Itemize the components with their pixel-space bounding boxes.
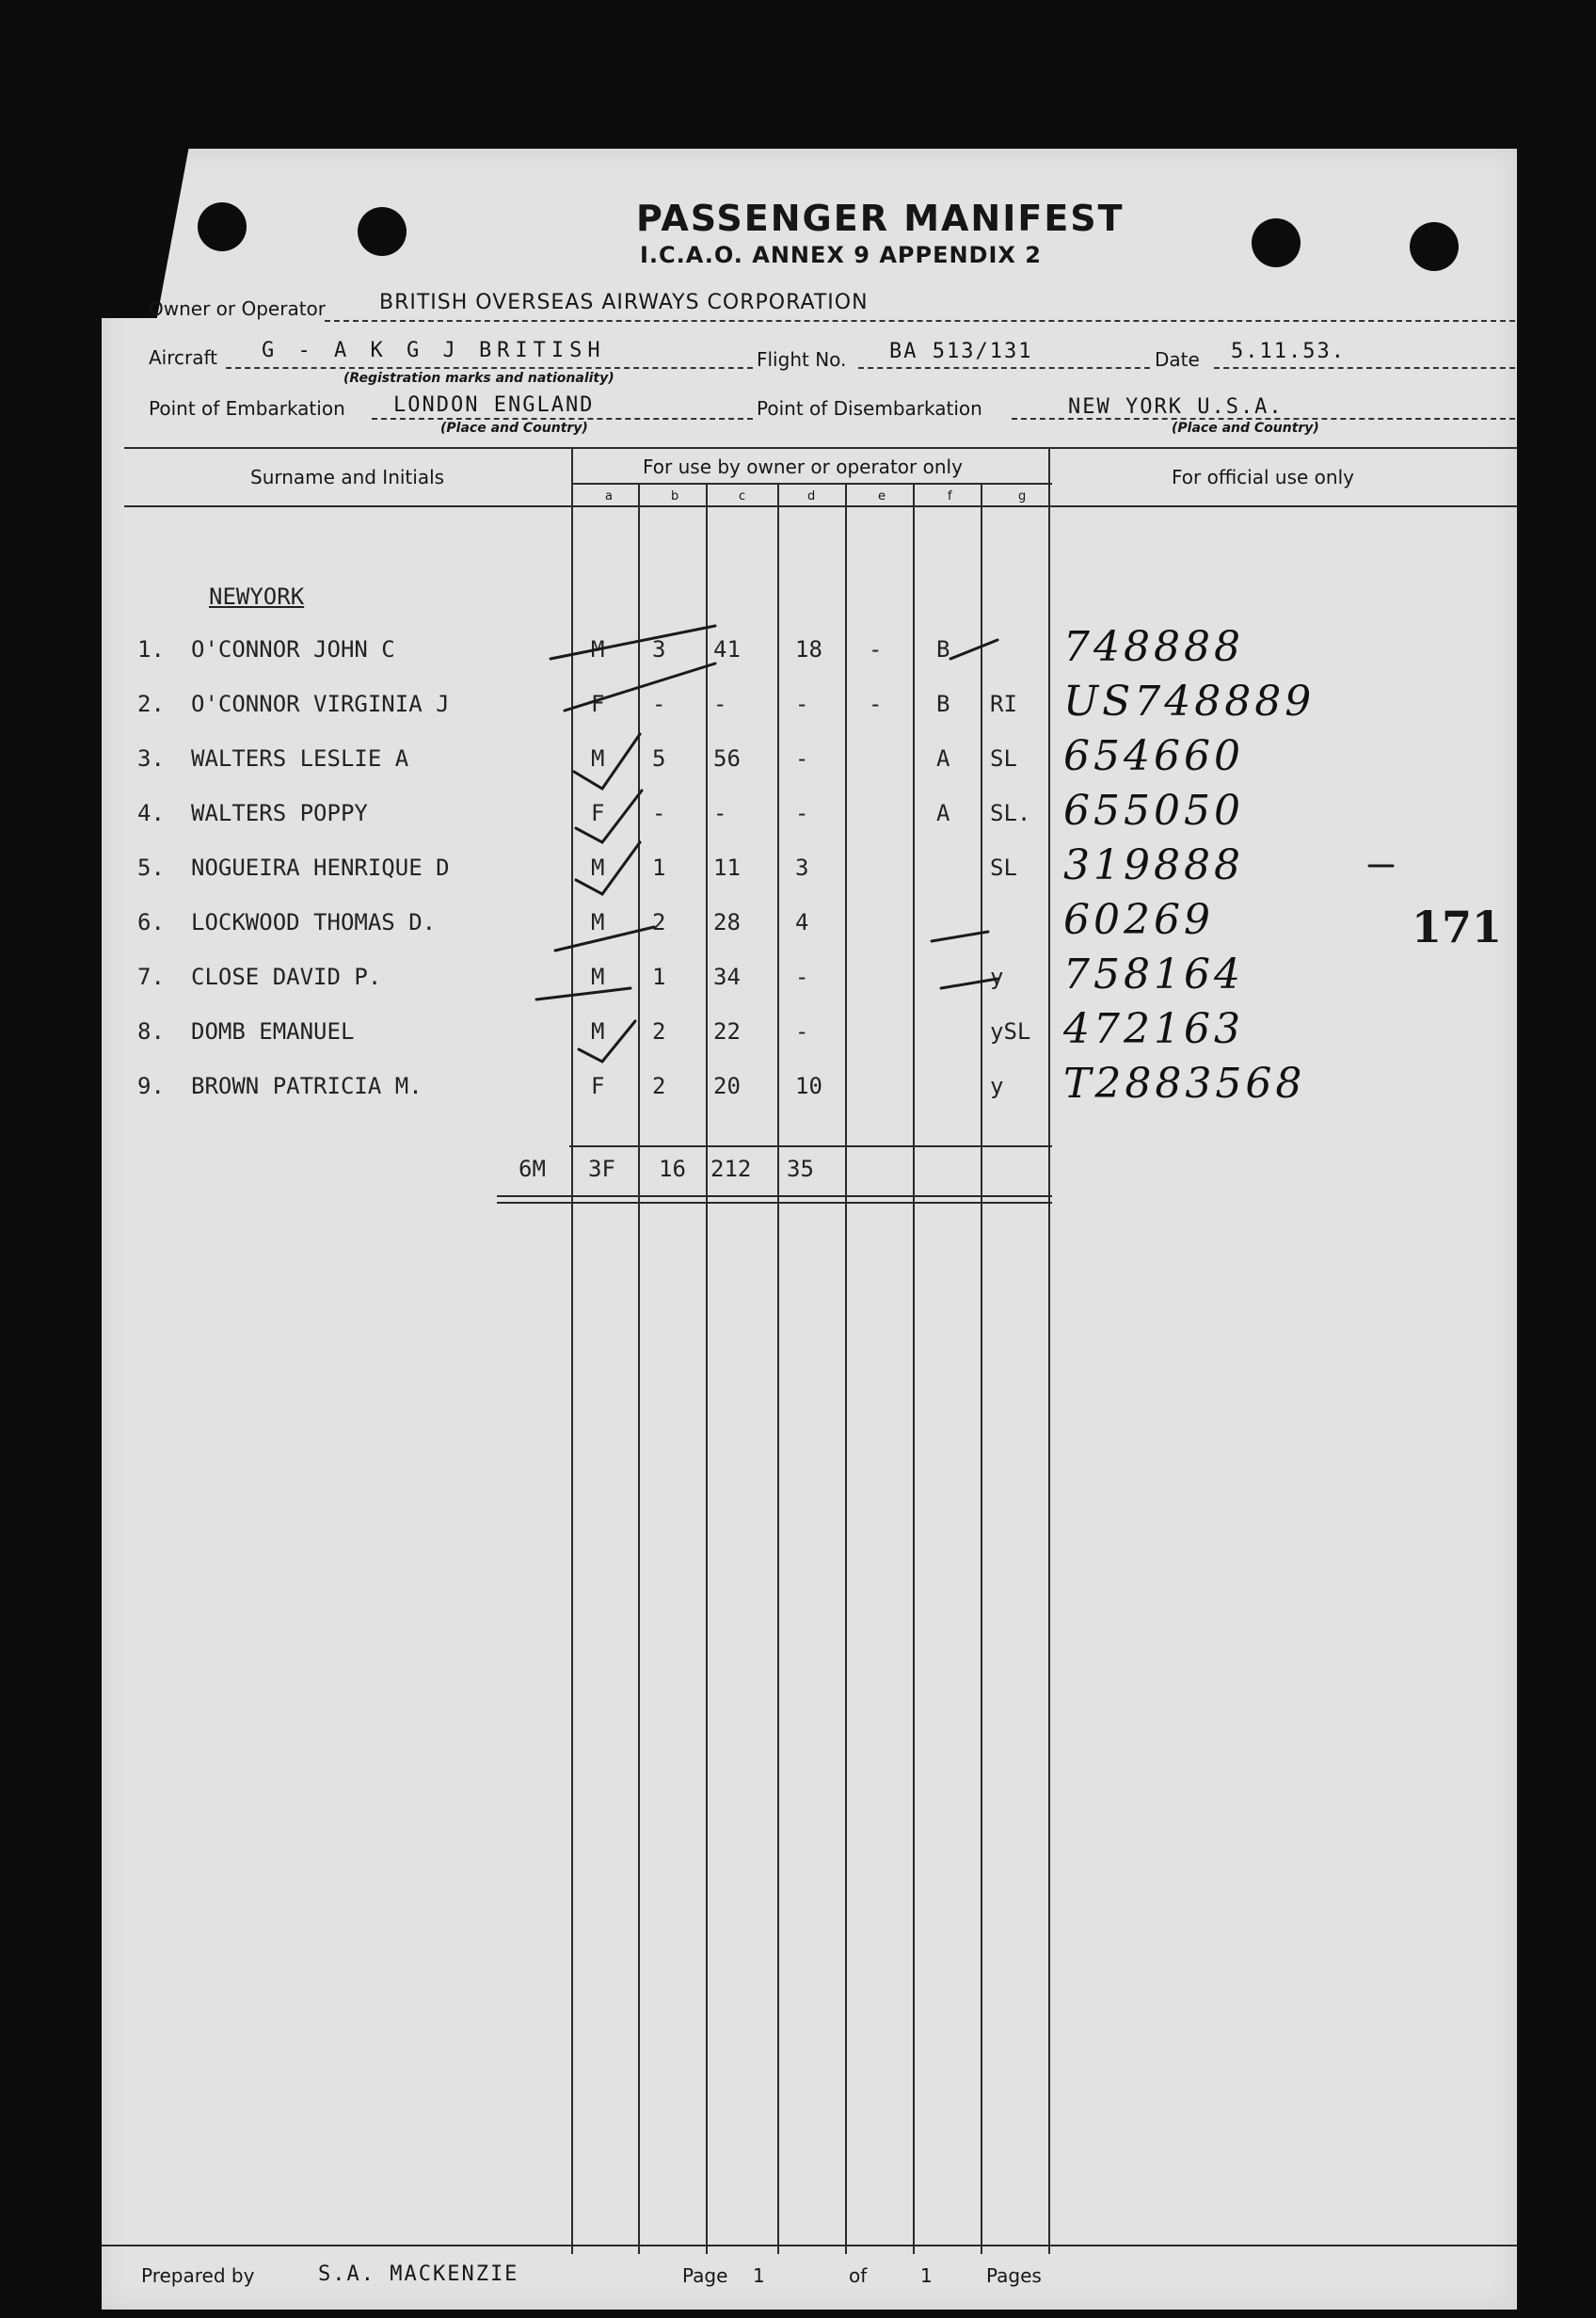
cell-num: 9. [137,1073,165,1099]
date-label: Date [1155,348,1200,371]
cell-official: 748888 [1063,623,1244,671]
cell-c: - [713,691,727,717]
cell-c: 41 [713,636,741,663]
cell-b: 3 [652,636,666,663]
cell-num: 2. [137,691,165,717]
aircraft-label: Aircraft [149,346,218,369]
aircraft-value: G - A K G J BRITISH [262,339,606,362]
col-letter-b: b [671,489,679,504]
col-letter-g: g [1018,489,1027,504]
cell-d: - [795,691,809,717]
margin-note: 171 [1412,902,1503,952]
header-official: For official use only [1172,466,1354,488]
cell-a: M [591,745,605,772]
cell-num: 1. [137,636,165,663]
footer-of: of [849,2264,868,2287]
col-letter-a: a [605,489,613,504]
cell-c: - [713,800,727,826]
embarkation-label: Point of Embarkation [149,397,345,420]
cell-b: 2 [652,1073,666,1099]
embarkation-value: LONDON ENGLAND [393,393,595,417]
cell-a: M [591,855,605,881]
cell-b: 2 [652,1018,666,1045]
footer-rule [102,2245,1517,2246]
cell-f: B [936,636,950,663]
header-owner-use: For use by owner or operator only [643,456,963,478]
cell-d: - [795,964,809,990]
total-col-c: 212 [710,1156,752,1182]
cell-d: 18 [795,636,822,663]
cell-g: SL [990,855,1017,881]
cell-d: - [795,745,809,772]
owner-value: BRITISH OVERSEAS AIRWAYS CORPORATION [379,291,869,314]
footer-page-label: Page [682,2264,728,2287]
cell-name: DOMB EMANUEL [191,1018,355,1045]
total-col-b: 16 [659,1156,686,1182]
cell-official: US748889 [1063,678,1316,726]
cell-num: 3. [137,745,165,772]
cell-b: 1 [652,855,666,881]
cell-g: SL [990,745,1017,772]
flight-label: Flight No. [757,348,847,371]
cell-d: - [795,800,809,826]
cell-name: O'CONNOR VIRGINIA J [191,691,450,717]
cell-official: 319888 [1063,841,1244,889]
cell-name: BROWN PATRICIA M. [191,1073,423,1099]
disembarkation-value: NEW YORK U.S.A. [1068,395,1284,419]
page-subtitle: I.C.A.O. ANNEX 9 APPENDIX 2 [640,242,1042,268]
page-title: PASSENGER MANIFEST [636,198,1125,239]
cell-g: y [990,1073,1004,1099]
cell-c: 28 [713,909,741,935]
cell-d: 3 [795,855,809,881]
total-males: 6M [519,1156,546,1182]
disembarkation-label: Point of Disembarkation [757,397,982,420]
cell-name: WALTERS POPPY [191,800,368,826]
cell-num: 5. [137,855,165,881]
cell-a: F [591,691,605,717]
cell-a: M [591,1018,605,1045]
cell-b: 1 [652,964,666,990]
cell-official: T2883568 [1063,1060,1306,1108]
cell-e: - [869,691,883,717]
cell-official: 758164 [1063,951,1244,999]
cell-a: F [591,800,605,826]
footer-prepared-label: Prepared by [141,2264,255,2287]
cell-name: CLOSE DAVID P. [191,964,382,990]
cell-g: SL. [990,800,1031,826]
col-letter-f: f [948,489,952,504]
cell-num: 7. [137,964,165,990]
cell-official: 655050 [1063,787,1244,835]
cell-num: 8. [137,1018,165,1045]
col-letter-e: e [878,489,886,504]
cell-b: - [652,691,666,717]
footer-pages-num: 1 [920,2264,933,2287]
footer-page-num: 1 [753,2264,765,2287]
cell-name: O'CONNOR JOHN C [191,636,395,663]
total-col-d: 35 [787,1156,814,1182]
col-letter-c: c [739,489,746,504]
cell-name: WALTERS LESLIE A [191,745,409,772]
cell-d: - [795,1018,809,1045]
cell-g: RI [990,691,1017,717]
cell-f: B [936,691,950,717]
cell-c: 34 [713,964,741,990]
total-col-a: 3F [588,1156,615,1182]
col-letter-d: d [807,489,816,504]
cell-num: 4. [137,800,165,826]
cell-e: - [869,636,883,663]
cell-f: A [936,800,950,826]
date-value: 5.11.53. [1231,340,1346,363]
section-label: NEWYORK [209,583,305,610]
footer-pages-label: Pages [986,2264,1042,2287]
cell-c: 22 [713,1018,741,1045]
cell-official: 60269 [1063,896,1214,944]
cell-f: A [936,745,950,772]
cell-g: ySL [990,1018,1031,1045]
cell-official: 472163 [1063,1005,1244,1053]
cell-name: LOCKWOOD THOMAS D. [191,909,437,935]
header-surname: Surname and Initials [250,466,445,488]
flight-value: BA 513/131 [889,340,1033,363]
cell-a: M [591,909,605,935]
cell-d: 10 [795,1073,822,1099]
owner-label: Owner or Operator [149,297,326,320]
cell-official: 654660 [1063,732,1244,780]
cell-c: 56 [713,745,741,772]
cell-b: 5 [652,745,666,772]
cell-d: 4 [795,909,809,935]
cell-a: M [591,636,605,663]
cell-a: M [591,964,605,990]
cell-g: y [990,964,1004,990]
cell-a: F [591,1073,605,1099]
cell-num: 6. [137,909,165,935]
aircraft-note: (Registration marks and nationality) [343,371,614,386]
cell-c: 11 [713,855,741,881]
disembarkation-note: (Place and Country) [1172,421,1319,436]
embarkation-note: (Place and Country) [440,421,588,436]
cell-c: 20 [713,1073,741,1099]
cell-name: NOGUEIRA HENRIQUE D [191,855,450,881]
footer-prepared-name: S.A. MACKENZIE [318,2262,519,2286]
cell-b: 2 [652,909,666,935]
cell-b: - [652,800,666,826]
